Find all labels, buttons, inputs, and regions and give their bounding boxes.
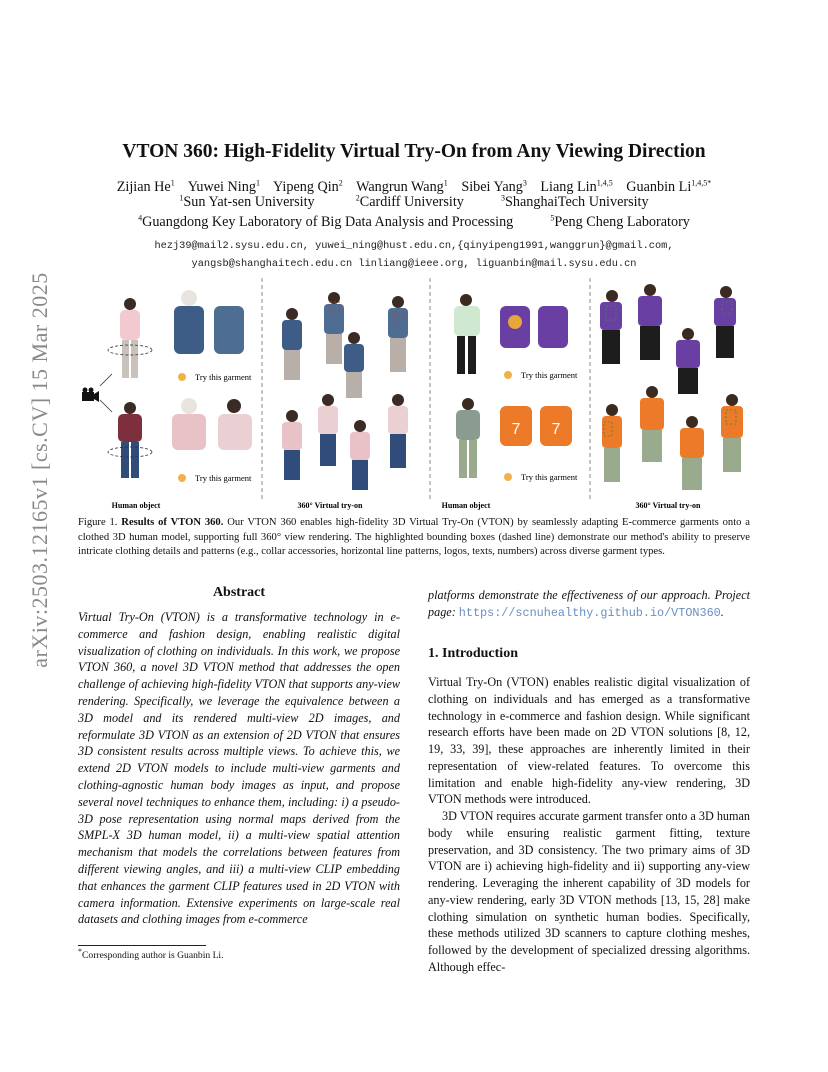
sun-icon	[504, 371, 512, 379]
introduction-text	[428, 674, 750, 976]
author: Sibei Yang$^3$	[461, 178, 527, 195]
author: Guanbin $Li^{1,4,5*}$	[626, 178, 712, 195]
human-figure	[120, 298, 140, 378]
sun-icon	[178, 373, 186, 381]
svg-text:7: 7	[551, 421, 561, 438]
garment-image	[172, 398, 252, 450]
author: Wangrun Wang$^1$	[356, 178, 448, 195]
svg-text:Try this garment: Try this garment	[521, 370, 578, 380]
abstract-heading: Abstract	[212, 585, 266, 600]
camera-icon	[82, 388, 99, 403]
svg-text:Try this garment: Try this garment	[521, 472, 578, 482]
author: Zijian He$^1$	[116, 178, 175, 195]
figure-caption	[78, 516, 750, 560]
paragraph: 3D VTON requires accurate garment transfer onto a 3D human body while ensuring realistic garment fitting, texture preservation, and 3D consistency. The two primary aims of 3D VTON are i) achieving high-fidelity and ii) supporting any-view rendering. Leveraging the inherent capability of 3D models for any-view rendering, early 3D VTON methods [13, 15, 28] make clothing simulation on synthetic human bodies. Specifically, these methods utilized 3D scanners to capture clothing meshes, followed by the development of specialized dressing algorithms. Although effec-	[428, 809, 750, 974]
camera-arrows	[100, 374, 112, 412]
affiliation: $^4$Guangdong Key Laboratory of Big Data Analysis and Processing	[138, 213, 514, 230]
footnote: *Corresponding author is Guanbin Li.	[78, 946, 224, 961]
email-line: yangsb@shanghaitech.edu.cn linliang@ieee.org, liguanbin@mail.sysu.edu.cn	[191, 258, 637, 270]
section-heading: 1. Introduction	[428, 646, 518, 661]
try-garment-label	[178, 473, 252, 483]
try-garment-label	[504, 472, 578, 482]
arxiv-stamp: arXiv:2503.12165v1 [cs.CV] 15 Mar 2025	[27, 272, 52, 668]
affiliations-line-2	[0, 214, 828, 231]
email-line: hezj39@mail2.sysu.edu.cn, yuwei_ning@hust.edu.cn,{qinyipeng1991,wanggrun}@gmail.com,	[154, 240, 674, 252]
affiliations-line-1	[0, 194, 828, 211]
affiliation: $^2$Cardiff University	[355, 193, 464, 210]
project-link[interactable]: https://scnuhealthy.github.io/VTON360	[458, 605, 721, 620]
tryon-figure	[282, 292, 408, 490]
garment-image	[174, 290, 244, 354]
affiliation: $^5$Peng Cheng Laboratory	[550, 213, 690, 230]
tryon-figure	[600, 284, 743, 490]
author-emails	[0, 237, 828, 273]
affiliation: $^3$ShanghaiTech University	[500, 193, 649, 210]
abstract-continued: platforms demonstrate the effectiveness of our approach. Project page: https://scnuhealthy.github.io/VTON360.	[428, 588, 750, 620]
caption-label: Figure 1.	[78, 517, 118, 528]
try-garment-label	[178, 372, 252, 382]
footnote-rule	[78, 945, 206, 946]
panel-label: Human object	[441, 501, 491, 510]
try-garment-label	[504, 370, 578, 380]
svg-text:Try this garment: Try this garment	[195, 473, 252, 483]
author: Liang Lin$^{1,4,5}$	[540, 178, 613, 195]
paragraph: Virtual Try-On (VTON) enables realistic digital visualization of clothing on individuals and has emerged as a transformative technology in e-commerce and fashion design. While significant research efforts have been made on 2D VTON solutions [8, 12, 19, 33, 39], these approaches are inherently limited in their representation of view-related features. To overcome this limitation and enable high-fidelity any-view rendering, 3D VTON methods were introduced.	[428, 675, 750, 807]
author: Yipeng Qin$^2$	[272, 178, 343, 195]
figure-1	[78, 276, 750, 512]
abstract-text: Virtual Try-On (VTON) is a transformative technology in e-commerce and fashion design, enabling realistic digital visualization of clothing on individuals. In this work, we propose VTON 360, a novel 3D VTON method that addresses the open challenge of achieving high-fidelity VTON that supports any-view rendering. Specifically, we leverage the equivalence between a 3D model and its rendered multi-view 2D images, and reformulate 3D VTON as an extension of 2D VTON that ensures 3D consistent results across multiple views. To achieve this, we extend 2D VTON models to include multi-view garments and clothing-agnostic human body images as input, and propose several novel techniques to enhance them, including: i) a pseudo-3D pose representation using normal maps derived from the SMPL-X 3D human model, ii) a multi-view spatial attention mechanism that models the correlations between features from different viewing angles, and iii) a multi-view CLIP embedding that enhances the garment CLIP features used in 2D VTON with camera information. Extensive experiments on large-scale real datasets and clothing images from e-commerce	[78, 610, 400, 927]
panel-label: 360° Virtual try-on	[297, 501, 363, 510]
paper-title: VTON 360: High-Fidelity Virtual Try-On from Any Viewing Direction	[122, 141, 706, 162]
caption-bold: Results of VTON 360.	[121, 517, 224, 528]
affiliation: $^1$Sun Yat-sen University	[179, 193, 315, 210]
svg-text:7: 7	[511, 421, 521, 438]
human-figure	[454, 294, 480, 478]
sun-icon	[178, 474, 186, 482]
author: Yuwei Ning$^1$	[187, 178, 260, 195]
svg-text:Try this garment: Try this garment	[195, 372, 252, 382]
human-figure	[118, 402, 142, 478]
sun-icon	[504, 473, 512, 481]
caption-text: Our VTON 360 enables high-fidelity 3D Virtual Try-On (VTON) by seamlessly adapting E-commerce garments onto a clothed 3D human model, supporting full 360° view rendering. The highlighted bounding boxes (dashed line) demonstrate our method's ability to preserve intricate clothing details and patterns (e.g., collar accessories, horizontal line patterns, logos, texts, numbers) across diverse garment types.	[78, 517, 750, 558]
panel-label: 360° Virtual try-on	[635, 501, 701, 510]
panel-label: Human object	[111, 501, 161, 510]
